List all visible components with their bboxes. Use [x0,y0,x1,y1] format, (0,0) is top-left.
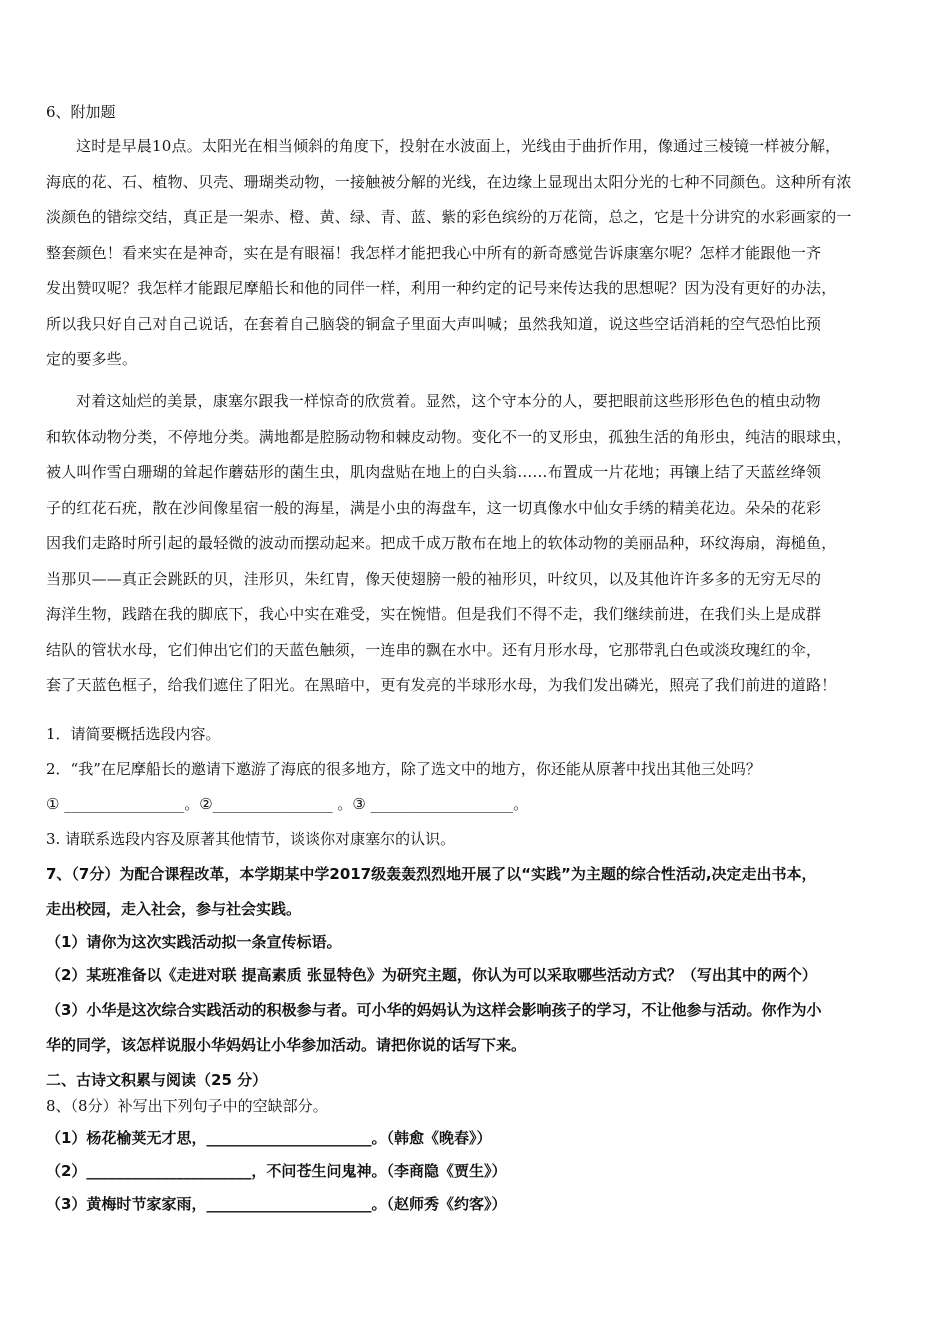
q6-subquestion-1: 1．请简要概括选段内容。 [46,725,221,743]
section-2-block [46,1068,914,1092]
passage-line: 被人叫作雪白珊瑚的耸起作蘑菇形的菌生虫，肌肉盘贴在地上的白头翁……布置成一片花地；再镶上结了天蓝丝绛领 [46,463,822,481]
q6-title-block [46,100,914,124]
passage-line: 定的要多些。 [46,350,138,368]
passage-line: 整套颜色！看来实在是神奇，实在是有眼福！我怎样才能把我心中所有的新奇感觉告诉康塞尔呢？怎样才能跟他一齐 [46,243,822,262]
q8-block [46,1093,914,1119]
q8-item-3[interactable]: （3）黄梅时节家家雨，______________________。（赵师秀《约客》） [46,1195,507,1213]
passage-line: 这时是早晨10点。太阳光在相当倾斜的角度下，投射在水波面上，光线由于曲折作用，像通过三棱镜一样被分解， [76,137,841,155]
q6-passage-paragraph-2 [46,384,914,704]
q7-item-1: （1）请你为这次实践活动拟一条宣传标语。 [46,933,342,951]
q6-subquestions [46,718,914,856]
passage-line: 和软体动物分类，不停地分类。满地都是腔肠动物和棘皮动物。变化不一的叉形虫，孤独生活的角形虫，纯洁的眼球虫， [46,427,852,446]
passage-line: 子的红花石疣，散在沙间像星宿一般的海星，满是小虫的海盘车，这一切真像水中仙女手绣的精美花边。朵朵的花彩 [46,498,822,517]
passage-line: 淡颜色的错综交结，真正是一架赤、橙、黄、绿、青、蓝、紫的彩色缤纷的万花筒，总之，它是十分讲究的水彩画家的一 [46,208,852,226]
passage-line: 海底的花、石、植物、贝壳、珊瑚类动物，一接触被分解的光线，在边缘上显现出太阳分光的七种不同颜色。这种所有浓 [46,172,852,191]
q8-item-1[interactable]: （1）杨花榆荚无才思，______________________。（韩愈《晚春》） [46,1129,492,1147]
passage-line: 发出赞叹呢？我怎样才能跟尼摩船长和他的同伴一样，利用一种约定的记号来传达我的思想呢？因为没有更好的办法， [46,279,837,297]
q8-items [46,1122,914,1221]
q7-stem-line-2: 走出校园，走入社会，参与社会实践。 [46,900,302,918]
q7-item-3-line-1: （3）小华是这次综合实践活动的积极参与者。可小华的妈妈认为这样会影响孩子的学习，不让他参与活动。你作为小 [46,1001,822,1019]
q6-subquestion-2: 2．“我”在尼摩船长的邀请下邀游了海底的很多地方，除了选文中的地方，你还能从原著中找出其他三处吗？ [46,760,761,778]
passage-line: 套了天蓝色框子，给我们遮住了阳光。在黑暗中，更有发亮的半球形水母，为我们发出磷光，照亮了我们前进的道路！ [46,676,837,694]
passage-line: 结队的管状水母，它们伸出它们的天蓝色触须，一连串的飘在水中。还有月形水母，它那带乳白色或淡玫瑰红的伞， [46,640,822,659]
q6-subquestion-2-blanks[interactable]: ① ________________。②________________ 。③ ___________________。 [46,795,529,813]
q6-title: 6、附加题 [46,103,116,121]
q7-item-2: （2）某班准备以《走进对联 提高素质 张显特色》为研究主题，你认为可以采取哪些活动方式？（写出其中的两个） [46,966,817,984]
q7-item-3-line-2: 华的同学，该怎样说服小华妈妈让小华参加活动。请把你说的话写下来。 [46,1036,527,1054]
section-heading: 二、古诗文积累与阅读（25 分） [46,1071,268,1089]
passage-line: 当那贝——真正会跳跃的贝，洼形贝，朱红胄，像天使翅膀一般的袖形贝，叶纹贝，以及其他许许多多的无穷无尽的 [46,569,822,588]
q6-subquestion-3: 3. 请联系选段内容及原著其他情节，谈谈你对康塞尔的认识。 [46,830,456,848]
q8-title: 8、（8分）补写出下列句子中的空缺部分。 [46,1097,328,1115]
q8-item-2[interactable]: （2）______________________，不问苍生问鬼神。（李商隐《贾生》） [46,1162,507,1180]
passage-line: 所以我只好自己对自己说话，在套着自己脑袋的铜盒子里面大声叫喊；虽然我知道，说这些空话消耗的空气恐怕比预 [46,314,822,333]
q7-stem-line-1: 7、（7分）为配合课程改革，本学期某中学2017级轰轰烈烈地开展了以“实践”为主题的综合性活动,决定走出书本， [46,865,817,883]
q7-block [46,856,914,1062]
q6-passage-paragraph-1 [46,129,914,378]
passage-line: 因我们走路时所引起的最轻微的波动而摆动起来。把成千成万散布在地上的软体动物的美丽品种，环纹海扇，海槌鱼， [46,534,837,552]
passage-line: 海洋生物，践踏在我的脚底下，我心中实在难受，实在惋惜。但是我们不得不走，我们继续前进，在我们头上是成群 [46,605,822,623]
passage-line: 对着这灿烂的美景，康塞尔跟我一样惊奇的欣赏着。显然，这个守本分的人，要把眼前这些形形色色的植虫动物 [76,392,821,410]
